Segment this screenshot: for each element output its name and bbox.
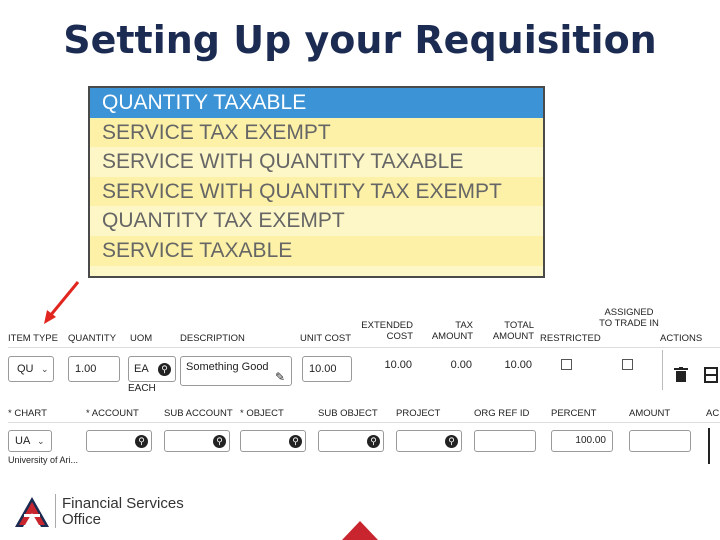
university-logo [14, 496, 50, 528]
extended-cost-value: 10.00 [384, 359, 412, 371]
chevron-down-icon: ⌄ [37, 436, 45, 446]
project-input[interactable] [396, 430, 462, 452]
unit-cost-value: 10.00 [309, 363, 337, 375]
account-input[interactable] [86, 430, 152, 452]
header-unit-cost: UNIT COST [300, 333, 352, 344]
header-uom: UOM [130, 333, 153, 344]
header-restricted: RESTRICTED [540, 333, 601, 344]
header-total-amount: TOTAL AMOUNT [492, 320, 534, 342]
chart-select[interactable] [8, 430, 52, 452]
quantity-input[interactable] [68, 356, 120, 382]
percent-input[interactable] [551, 430, 613, 452]
org-name-line1: Financial Services [62, 495, 184, 512]
footer-divider [55, 494, 56, 528]
header-sub-account: SUB ACCOUNT [164, 408, 233, 419]
header-ac: AC [706, 408, 720, 419]
description-value: Something Good [186, 361, 269, 373]
header-percent: PERCENT [551, 408, 597, 419]
header-assigned-to-trade-in: ASSIGNED TO TRADE IN [599, 307, 659, 329]
description-textarea[interactable] [180, 356, 292, 386]
header-extended-cost: EXTENDED COST [361, 320, 413, 342]
header-account: * ACCOUNT [86, 408, 139, 419]
uom-input[interactable] [128, 356, 176, 382]
header-chart: * CHART [8, 408, 47, 419]
slide-title: Setting Up your Requisition [63, 18, 657, 62]
dropdown-option-service-with-quantity-taxable[interactable]: SERVICE WITH QUANTITY TAXABLE [102, 150, 464, 174]
restricted-checkbox[interactable] [561, 359, 572, 370]
trash-icon[interactable] [674, 367, 688, 383]
footer-triangle-decoration [342, 521, 378, 540]
dropdown-option-quantity-taxable[interactable]: QUANTITY TAXABLE [90, 88, 543, 118]
dropdown-option-service-with-quantity-tax-exempt[interactable]: SERVICE WITH QUANTITY TAX EXEMPT [90, 177, 543, 207]
search-icon[interactable]: ⚲ [135, 435, 148, 448]
quantity-value: 1.00 [75, 363, 97, 375]
dropdown-option-service-taxable[interactable]: SERVICE TAXABLE [90, 236, 543, 266]
sub-object-input[interactable] [318, 430, 384, 452]
uom-description: EACH [128, 383, 156, 394]
dropdown-option-quantity-tax-exempt[interactable]: QUANTITY TAX EXEMPT [102, 209, 345, 233]
header-tax-amount: TAX AMOUNT [431, 320, 473, 342]
trade-in-checkbox[interactable] [622, 359, 633, 370]
dropdown-option-service-tax-exempt[interactable]: SERVICE TAX EXEMPT [90, 118, 543, 148]
amount-input[interactable] [629, 430, 691, 452]
chevron-down-icon: ⌄ [41, 364, 49, 374]
org-name [62, 496, 184, 528]
item-type-value: QU [17, 363, 34, 375]
header-actions: ACTIONS [660, 333, 703, 344]
header-item-type: ITEM TYPE [8, 333, 58, 344]
header-object: * OBJECT [240, 408, 284, 419]
header-quantity: QUANTITY [68, 333, 117, 344]
header-description: DESCRIPTION [180, 333, 245, 344]
header-org-ref-id: ORG REF ID [474, 408, 530, 419]
org-name-line2: Office [62, 511, 101, 528]
search-icon[interactable]: ⚲ [367, 435, 380, 448]
account-header-divider [8, 422, 720, 423]
actions-divider [662, 350, 663, 390]
org-ref-id-input[interactable] [474, 430, 536, 452]
item-type-select[interactable] [8, 356, 54, 382]
search-icon[interactable]: ⚲ [289, 435, 302, 448]
sub-account-input[interactable] [164, 430, 230, 452]
row-edge-marker [708, 428, 710, 464]
unit-cost-input[interactable] [302, 356, 352, 382]
header-divider [8, 347, 720, 348]
header-sub-object: SUB OBJECT [318, 408, 378, 419]
object-input[interactable] [240, 430, 306, 452]
search-icon[interactable]: ⚲ [213, 435, 226, 448]
tax-amount-value: 0.00 [450, 359, 472, 371]
search-icon[interactable]: ⚲ [158, 363, 171, 376]
chart-value: UA [15, 435, 31, 447]
item-type-dropdown-list[interactable] [88, 86, 545, 278]
split-icon[interactable] [704, 367, 718, 383]
header-project: PROJECT [396, 408, 441, 419]
header-amount: AMOUNT [629, 408, 671, 419]
total-amount-value: 10.00 [504, 359, 532, 371]
percent-value: 100.00 [575, 435, 606, 446]
uom-value: EA [134, 363, 149, 375]
edit-pencil-icon[interactable]: ✎ [275, 370, 286, 384]
chart-description: University of Ari... [8, 455, 79, 465]
search-icon[interactable]: ⚲ [445, 435, 458, 448]
